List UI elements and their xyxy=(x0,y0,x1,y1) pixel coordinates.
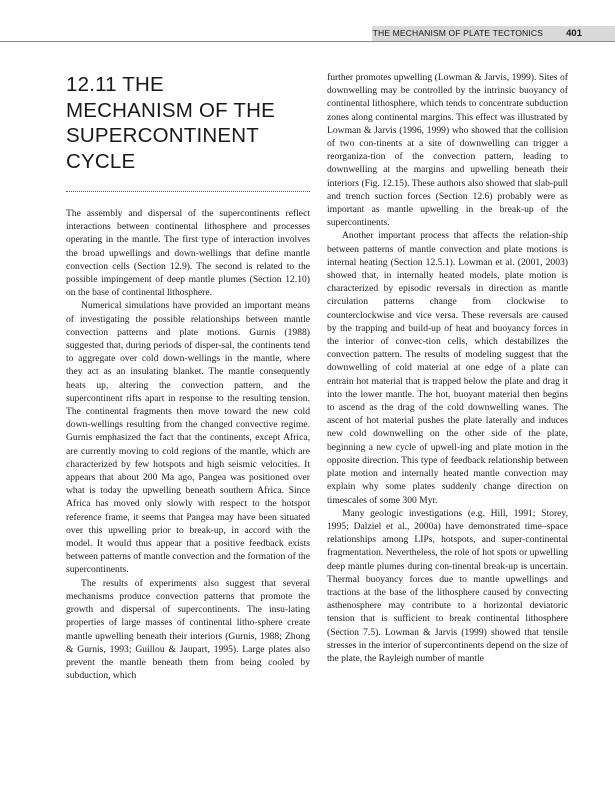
left-column xyxy=(66,71,310,682)
running-head-title: THE MECHANISM OF PLATE TECTONICS xyxy=(372,28,543,38)
running-head xyxy=(0,0,615,42)
running-head-rule xyxy=(0,41,615,42)
section-title-line: SUPERCONTINENT xyxy=(66,124,260,147)
section-title-line: 12.11 THE xyxy=(66,73,164,96)
paragraph: Another important process that affects the relation-ship between patterns of mantle convection and plate motions is internal heating (Section 12.5.1). Lowman et al. (2001, 2003) showed that, in internally heated models, plate motion is characterized by episodic reversals in direction as mantle circulation patterns change from clockwise to counterclockwise and vice versa. These reversals are caused by the trapping and build-up of heat and buoyancy forces in the interior of convec-tion cells, which destabilizes the convection pattern. The results of modeling suggest that the downwelling of cold material at one edge of a plate can entrain hot material that is trapped below the plate and drag it into the lower mantle. The hot, buoyant material then begins to ascend as the drag of the cold downwelling wanes. The ascent of hot material pushes the plate laterally and induces new cold downwelling on the other side of the plate, beginning a new cycle of upwell-ing and plate motion in the opposite direction. This type of feedback relationship between plate motion and internally heated mantle convection may explain why some plates suddenly change direction on timescales of some 300 Myr. xyxy=(327,230,568,506)
section-title-line: CYCLE xyxy=(66,149,136,173)
paragraph: The assembly and dispersal of the supercontinents reflect interactions between continental lithosphere and processes operating in the mantle. The first type of interaction involves the broad upwellings and down-wellings that define mantle convection cells (Section 12.9). The second is related to the possible impingement of deep mantle plumes (Section 12.10) on the base of continental lithosphere. xyxy=(66,208,310,299)
page-number: 401 xyxy=(566,28,582,39)
section-title xyxy=(66,72,310,174)
paragraph: Numerical simulations have provided an important means of investigating the possible relationships between mantle convection patterns and plate motions. Gurnis (1988) suggested that, during periods of disper-sal, the continents tend to aggregate over cold down-wellings in the mantle, where they act as an insulating blanket. The mantle consequently heats up, altering the convection pattern, and the supercontinent rifts apart in response to the resulting tension. The continental fragments then move toward the new cold down-wellings resulting from the changed convective regime. Gurnis emphasized the fact that the continents, except Africa, are currently moving to cold regions of the mantle, which are characterized by few hotspots and high seismic velocities. It appears that about 200 Ma ago, Pangea was positioned over what is today the upwelling beneath southern Africa. Since Africa has moved only slowly with respect to the hotspot reference frame, it seems that Pangea may have been situated over this upwelling prior to break-up, in accord with the model. It would thus appear that a positive feedback exists between patterns of mantle convection and the formation of the supercontinents. xyxy=(66,300,310,576)
paragraph: Many geologic investigations (e.g. Hill, 1991; Storey, 1995; Dalziel et al., 2000a) have demonstrated time–space relationships among LIPs, hotspots, and super-continental fragmentation. Nevertheless, the role of hot spots or upwelling deep mantle plumes during con-tinental break-up is uncertain. Thermal buoyancy forces due to mantle upwellings and tractions at the base of the lithosphere caused by convecting asthenosphere may contribute to a horizontal deviatoric tension that is sufficient to break continental lithosphere (Section 7.5). Lowman & Jarvis (1999) showed that tensile stresses in the interior of supercontinents depend on the size of the plate, the Rayleigh number of mantle xyxy=(327,507,568,664)
paragraph: The results of experiments also suggest that several mechanisms produce convection patterns that promote the growth and dispersal of supercontinents. The insu-lating properties of large masses of continental litho-sphere create mantle upwelling beneath their interiors (Gurnis, 1988; Zhong & Gurnis, 1993; Guillou & Jaupart, 1995). Large plates also prevent the mantle beneath them from being cooled by subduction, which xyxy=(66,577,310,682)
paragraph: further promotes upwelling (Lowman & Jarvis, 1999). Sites of downwelling may be controlled by the intrinsic buoyancy of continental lithosphere, which tends to concentrate subduction zones along continental margins. This effect was illustrated by Lowman & Jarvis (1996, 1999) who showed that the collision of two con-tinents at a site of downwelling can trigger a reorganiza-tion of the convection pattern, leading to downwelling at the margins and upwelling beneath their interiors (Fig. 12.15). These authors also showed that slab-pull and trench suction forces (Section 12.6) probably were as important as mantle upwelling in the break-up of the supercontinents. xyxy=(327,72,568,229)
right-column xyxy=(327,71,568,665)
section-title-line: MECHANISM OF THE xyxy=(66,98,275,122)
title-divider xyxy=(66,191,310,192)
